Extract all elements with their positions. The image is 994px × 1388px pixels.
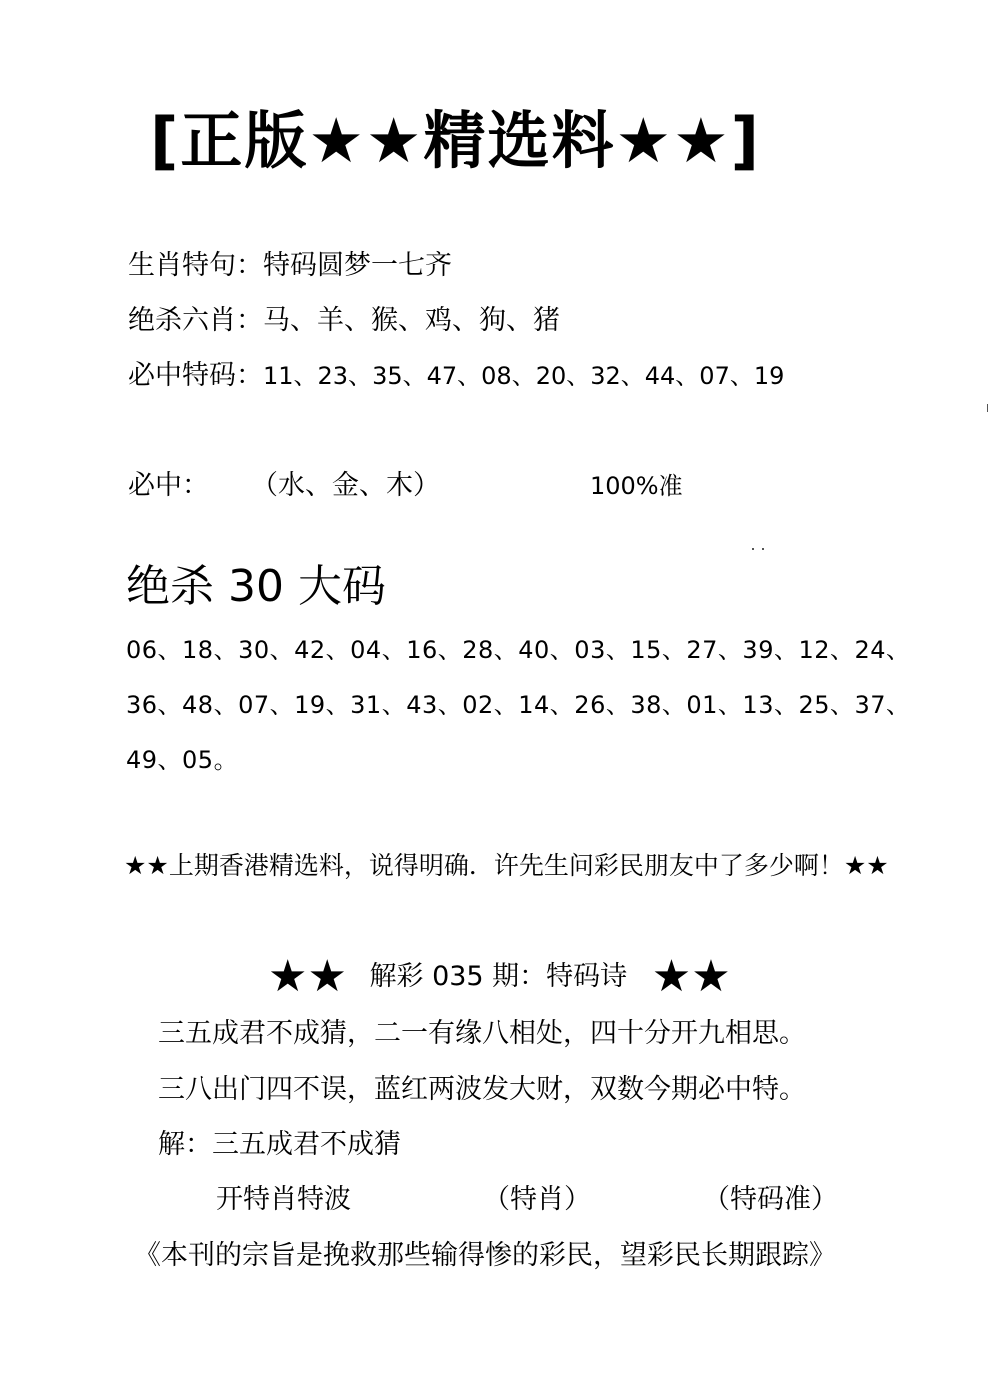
kill-thirty-line-1: 06、18、30、42、04、16、28、40、03、15、27、39、12、24、 (126, 636, 911, 664)
poem-solution: 解：三五成君不成猜 (158, 1129, 401, 1160)
page-title: [正版★★精选料★★] (150, 104, 762, 177)
poem-heading: 解彩 035 期：特码诗 (369, 961, 628, 992)
answer-zodiac: （特肖） (483, 1184, 591, 1215)
scan-speck (987, 404, 988, 412)
star-icon-left: ★★ (268, 951, 347, 1002)
kill-thirty-heading: 绝杀 30 大码 (126, 561, 386, 612)
poem-line-1: 三五成君不成猜，二一有缘八相处，四十分开九相思。 (158, 1018, 806, 1049)
kill-thirty-line-3: 49、05。 (126, 746, 239, 774)
scan-speck (752, 548, 754, 550)
zodiac-phrase-label: 生肖特句： (128, 250, 263, 281)
must-numbers-label: 必中特码： (128, 360, 263, 391)
kill-six-label: 绝杀六肖： (128, 305, 263, 336)
must-elements-label: 必中： (128, 470, 209, 501)
star-icon-right: ★★ (651, 951, 731, 1002)
scan-speck (762, 548, 764, 550)
poem-line-2: 三八出门四不误，蓝红两波发大财，双数今期必中特。 (158, 1074, 806, 1105)
answer-zodiac-wave: 开特肖特波 (216, 1184, 351, 1215)
answer-number: （特码准） (703, 1184, 838, 1215)
kill-thirty-line-2: 36、48、07、19、31、43、02、14、26、38、01、13、25、37、 (126, 691, 911, 719)
kill-six-row (128, 307, 560, 334)
footer-motto: 《本刊的宗旨是挽救那些输得惨的彩民，望彩民长期跟踪》 (134, 1240, 836, 1271)
must-numbers-row (128, 362, 784, 389)
zodiac-phrase-row (128, 252, 452, 279)
accuracy-note: 100%准 (590, 472, 683, 500)
kill-six-value: 马、羊、猴、鸡、狗、猪 (263, 305, 560, 336)
zodiac-phrase-value: 特码圆梦一七齐 (263, 250, 452, 281)
must-elements-row (128, 472, 683, 499)
must-numbers-value: 11、23、35、47、08、20、32、44、07、19 (263, 362, 785, 390)
notice-text: ★★上期香港精选料，说得明确．许先生问彩民朋友中了多少啊！★★ (124, 851, 889, 880)
must-elements-value: （水、金、木） (251, 470, 440, 501)
poem-answer-row (216, 1186, 838, 1213)
poem-heading-row (268, 951, 731, 1002)
